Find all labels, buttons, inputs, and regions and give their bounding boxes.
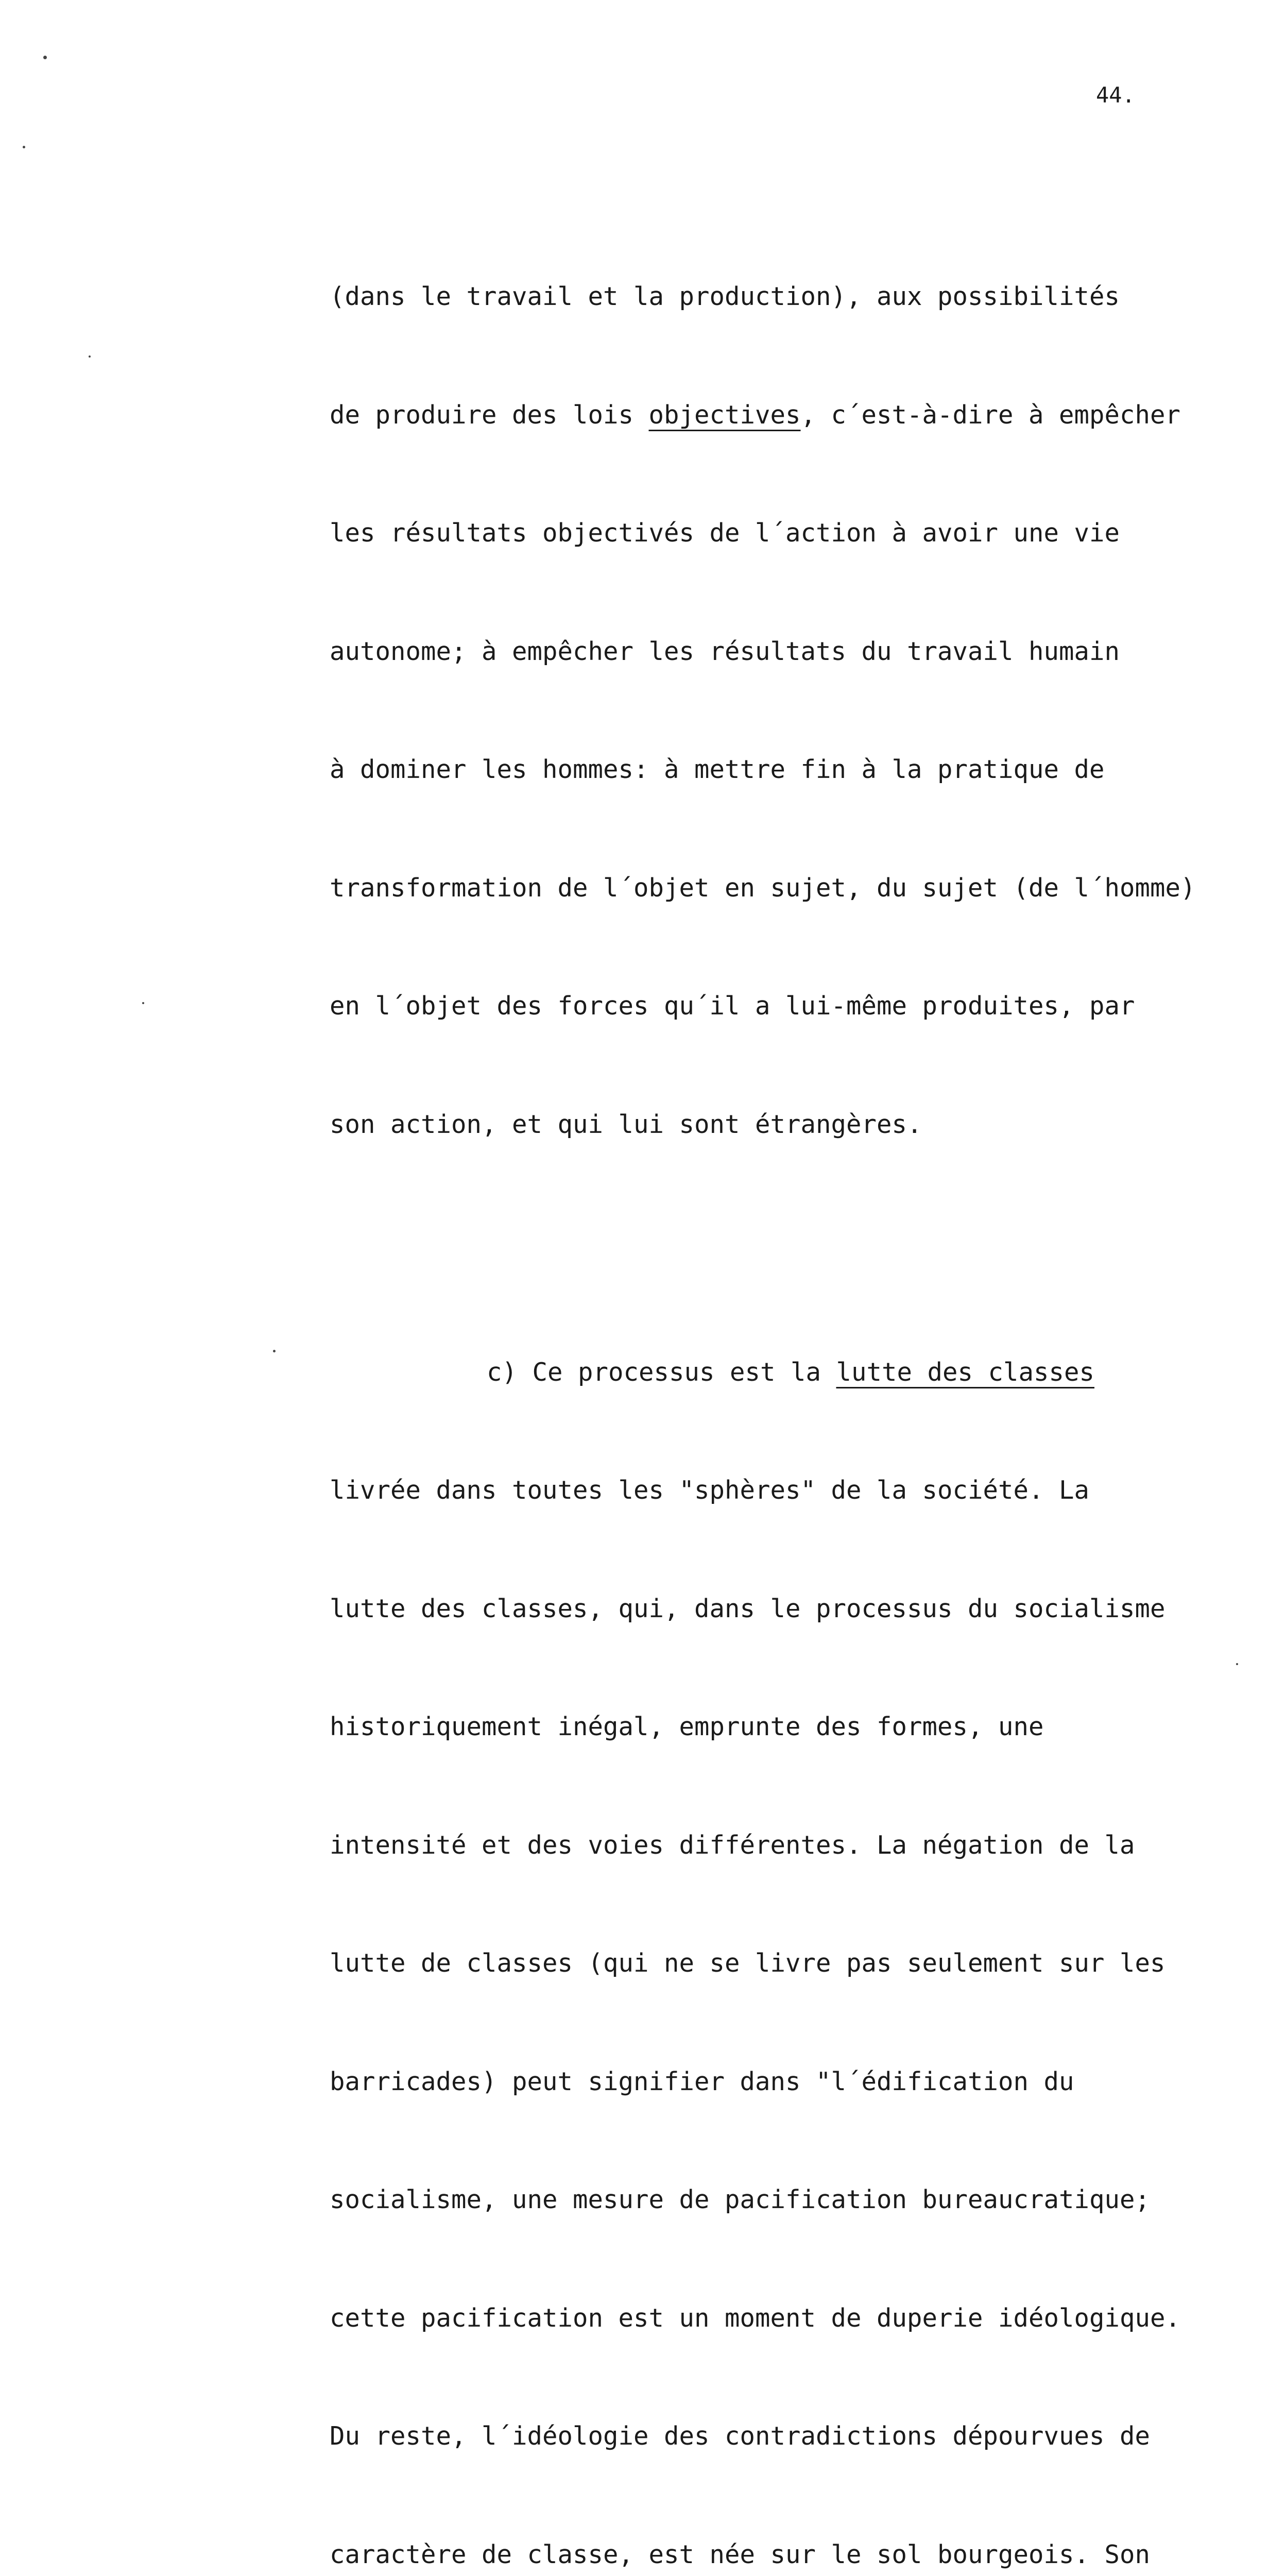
text-line: autonome; à empêcher les résultats du travail humain xyxy=(330,636,1120,666)
scan-speck xyxy=(43,56,47,59)
text-line: livrée dans toutes les "sphères" de la société. La xyxy=(330,1476,1090,1505)
scan-speck xyxy=(1236,1663,1238,1665)
scan-speck xyxy=(89,355,91,358)
underlined-text: objectives xyxy=(648,400,801,430)
text-line: transformation de l´objet en sujet, du sujet (de l´homme) xyxy=(330,873,1196,903)
text-line: barricades) peut signifier dans "l´édification du xyxy=(330,2066,1074,2096)
paragraph-c-start: c) Ce processus est la lutte des classes xyxy=(487,1357,1095,1387)
text-line: de produire des lois objectives, c´est-à-dire à empêcher xyxy=(330,400,1181,430)
text-line: caractère de classe, est née sur le sol bourgeois. Son xyxy=(330,2539,1151,2569)
text-line: Du reste, l´idéologie des contradictions dépourvues de xyxy=(330,2421,1151,2451)
text-line: lutte de classes (qui ne se livre pas seulement sur les xyxy=(330,1948,1165,1978)
text-line: cette pacification est un moment de duperie idéologique. xyxy=(330,2303,1181,2333)
page-number: 44. xyxy=(1096,82,1135,108)
text-line: à dominer les hommes: à mettre fin à la pratique de xyxy=(330,755,1105,784)
text-line: en l´objet des forces qu´il a lui-même produites, par xyxy=(330,991,1135,1021)
scan-speck xyxy=(23,146,25,148)
text-line: intensité et des voies différentes. La négation de la xyxy=(330,1830,1135,1860)
scan-speck xyxy=(273,1350,276,1352)
text-line: socialisme, une mesure de pacification bureaucratique; xyxy=(330,2185,1151,2214)
underlined-text: lutte des classes xyxy=(836,1357,1095,1387)
text-line: historiquement inégal, emprunte des formes, une xyxy=(330,1712,1044,1741)
text-line: lutte des classes, qui, dans le processus du socialisme xyxy=(330,1594,1165,1623)
scan-speck xyxy=(142,1002,144,1004)
text-line: les résultats objectivés de l´action à avoir une vie xyxy=(330,518,1120,548)
text-line: (dans le travail et la production), aux possibilités xyxy=(330,282,1120,311)
text-line: son action, et qui lui sont étrangères. xyxy=(330,1109,922,1139)
body-text xyxy=(330,198,1236,2576)
